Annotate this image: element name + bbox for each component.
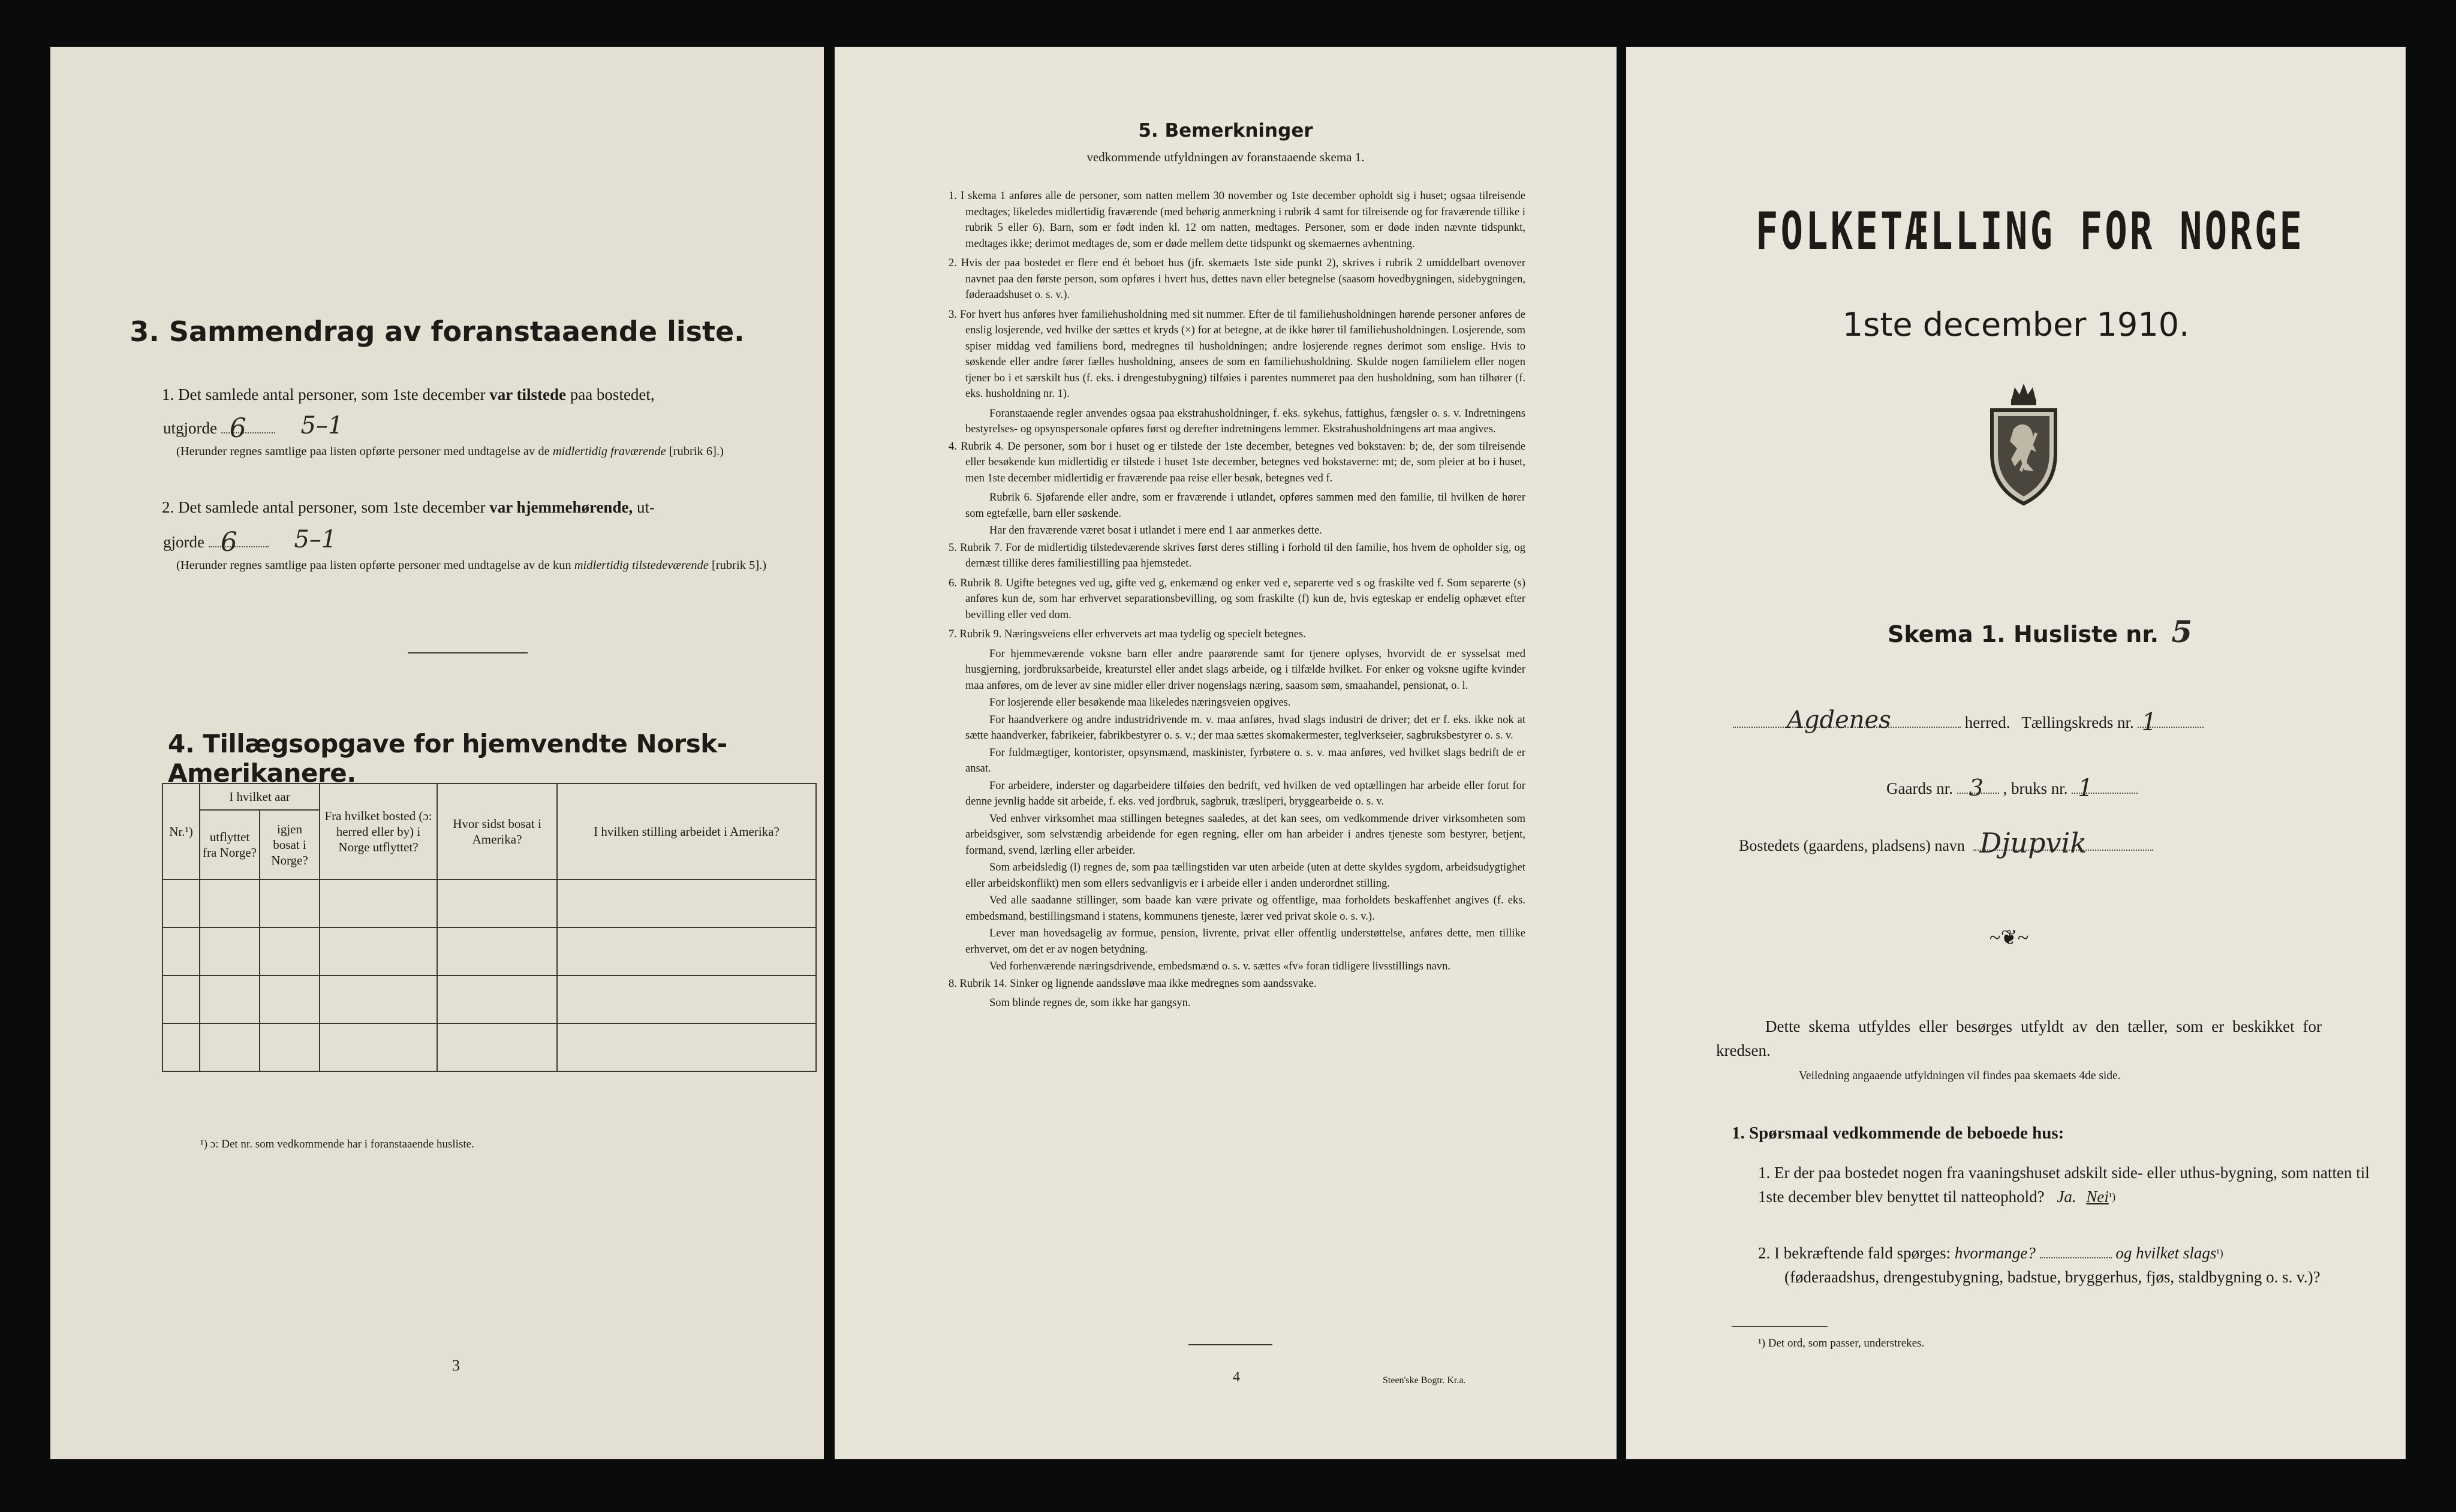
remark-paragraph: 1. I skema 1 anføres alle de personer, som natten mellem 30 november og 1ste december opholdt sig i huset; ogsaa tilreisende medtages; likeledes midlertidig fraværende (med behørig anmerkning i rubrik 4 samt for tilreisende og for fraværende tillike i rubrik 5 eller 6). Barn, som er født inden kl. 12 om natten, medtages. Personer, som er døde inden nævnte tidspunkt, medtages ikke; derimot medtages de, som er døde mellem dette tidspunkt og skemaernes avhentning. xyxy=(949,190,1525,250)
page-3-summary xyxy=(50,47,824,1459)
remark-paragraph: Ved alle saadanne stillinger, som baade kan være private og offentlige, maa forholdets beskaffenhet angives (f. eks. embedsmand, bestillingsmand i statens, kommunens tjeneste, lærer ved privat skole o. s. v.). xyxy=(965,894,1525,923)
bosted-value: Djupvik xyxy=(1979,827,2087,859)
item2-value-field[interactable] xyxy=(209,527,269,558)
page-number-3: 3 xyxy=(452,1357,460,1374)
item1-note-c: [rubrik 6].) xyxy=(669,445,724,458)
q1-nei[interactable]: Nei xyxy=(2086,1188,2109,1206)
col-fra-bosted: Fra hvilket bosted (ɔ: herred eller by) i Norge utflyttet? xyxy=(320,784,437,880)
question-heading-text: 1. Spørsmaal vedkommende de beboede hus: xyxy=(1732,1124,2064,1143)
table-row xyxy=(162,927,816,975)
remark-paragraph: 8. Rubrik 14. Sinker og lignende aandssløve maa ikke medregnes som aandssvake. xyxy=(949,977,1317,990)
husliste-number[interactable]: 5 xyxy=(2171,614,2193,649)
table-row xyxy=(162,975,816,1023)
item1-text-c: paa bostedet, xyxy=(570,385,655,403)
herred-field[interactable] xyxy=(1733,706,1961,734)
remark-paragraph: 4. Rubrik 4. De personer, som bor i huset og er tilstede der 1ste december, betegnes ved bokstaven: b; de, der som tilreisende eller besøkende kun midlertidig er tilstede i huset 1ste december, betegnes ved bokstaverne: mt; de, som pleier at bo i huset, men 1ste december midlertidig er fraværende paa reise eller besøk, betegnes ved f. xyxy=(949,440,1525,484)
item1-note-a: (Herunder regnes samtlige paa listen opførte personer med undtagelse av de xyxy=(176,445,550,458)
page-4-remarks xyxy=(835,47,1617,1459)
remark-paragraph: Ved forhenværende næringsdrivende, embedsmænd o. s. v. sættes «fv» foran tidligere livsstillings navn. xyxy=(989,960,1451,972)
item2-text-b: var hjemmehørende, xyxy=(489,498,633,516)
item1-utgjorde-row xyxy=(163,412,344,444)
remark-paragraph: For arbeidere, inderster og dagarbeidere tilføies den bedrift, ved hvilken de ved optællingen har arbeide eller forut for denne jevnlig hadde sit arbeide, f. eks. ved jordbruk, sagbruk, træsliperi, bryggearbeide o. s. v. xyxy=(965,779,1525,808)
ornament-icon: ~❦~ xyxy=(1990,927,2029,949)
remark-paragraph: 2. Hvis der paa bostedet er flere end ét beboet hus (jfr. skemaets 1ste side punkt 2), skrives i rubrik 2 umiddelbart ovenover navnet paa den første person, som opføres i hvert hus, dettes navn eller betegnelse (saasom hovedbygningen, sidebygningen, føderaadshuset o. s. v.). xyxy=(949,257,1525,301)
remarks-title: 5. Bemerkninger xyxy=(1138,120,1313,141)
remark-paragraph: Har den fraværende været bosat i utlandet i mere end 1 aar anmerkes dette. xyxy=(989,525,1322,537)
col-hvor-sidst: Hvor sidst bosat i Amerika? xyxy=(437,784,557,880)
item2-note-b: midlertidig tilstedeværende xyxy=(574,559,709,572)
item2-note-a: (Herunder regnes samtlige paa listen opførte personer med undtagelse av de kun xyxy=(176,559,571,572)
bottom-rule xyxy=(1188,1344,1272,1345)
remark-paragraph: 5. Rubrik 7. For de midlertidig tilstedeværende skrives først deres stilling i forhold til den familie, hos hvem de opholder sig, og dernæst tillike deres familiestilling paa hjemstedet. xyxy=(949,541,1525,570)
section-divider xyxy=(408,652,528,653)
remark-paragraph: Ved enhver virksomhet maa stillingen betegnes saaledes, at det kan sees, om vedkommende driver virksomheten som arbeidsgiver, som selvstændig arbeidende for egen regning, eller om han arbeider i andres tjeneste som bestyrer, betjent, formand, svend, lærling eller arbeider. xyxy=(965,812,1525,857)
item2-text-a: 2. Det samlede antal personer, som 1ste december xyxy=(162,498,486,516)
col-igjen: igjen bosat i Norge? xyxy=(260,810,320,880)
col-stilling: I hvilken stilling arbeidet i Amerika? xyxy=(557,784,816,880)
q1-ja[interactable]: Ja. xyxy=(2057,1188,2076,1206)
q2-text-a: 2. I bekræftende fald spørges: xyxy=(1758,1244,1951,1262)
herred-value: Agdenes xyxy=(1787,706,1891,734)
remark-paragraph: For hjemmeværende voksne barn eller andre paarørende samt for tjenere oplyses, hvorvidt de er sysselsat med husgjerning, jordbruksarbeide, kreaturstel eller andet slags arbeide, og i tilfælde hvilket. For enker og voksne ugifte kvinder maa anføres, om de lever av sine midler eller driver nogensłags næring, saasom søm, smaahandel, pensionat, o. l. xyxy=(965,647,1525,692)
page-1-title xyxy=(1626,47,2406,1459)
skema-label: Skema 1. Husliste nr. xyxy=(1888,621,2159,647)
remark-paragraph: Foranstaaende regler anvendes ogsaa paa ekstrahusholdninger, f. eks. sykehus, fattighus, fængsler o. s. v. Indretningens bestyrelses- og opsynspersonale opføres først og derefter indretningens lemmer. Ekstrahusholdningens art maa angives. xyxy=(965,407,1525,435)
gaards-field[interactable] xyxy=(1957,775,1999,801)
bruks-label: , bruks nr. xyxy=(2003,779,2068,797)
item2-hand-value-2: 5–1 xyxy=(294,526,337,553)
item2-hand-value: 6 xyxy=(220,527,237,558)
bruks-value: 1 xyxy=(2078,775,2093,802)
item2-text-c: ut- xyxy=(636,498,655,516)
q2-text-c: og hvilket slags xyxy=(2115,1244,2217,1262)
table-row xyxy=(162,1023,816,1071)
summary-item-1 xyxy=(162,382,797,406)
item1-text-b: var tilstede xyxy=(489,385,566,403)
bruks-field[interactable] xyxy=(2072,775,2138,802)
bosted-label: Bostedets (gaardens, pladsens) navn xyxy=(1739,837,1965,854)
remark-paragraph: 6. Rubrik 8. Ugifte betegnes ved ug, gifte ved g, enkemænd og enker ved e, separerte ved s og fraskilte ved f. Som separerte (s) anføres kun de, som har erhvervet separationsbevilling, og som fraskilte (f) kun de, hvis egteskap er endelig ophævet efter bevilling eller ved dom. xyxy=(949,577,1525,621)
question-heading xyxy=(1732,1124,2064,1143)
main-title-wrap xyxy=(1756,201,2406,261)
col-nr: Nr.¹) xyxy=(162,784,200,880)
col-group-year: I hvilket aar xyxy=(200,784,320,810)
remarks-body xyxy=(949,188,1525,1013)
section-4-title: 4. Tillægsopgave for hjemvendte Norsk-Amerikanere. xyxy=(168,729,727,788)
remark-paragraph: Som blinde regnes de, som ikke har gangsyn. xyxy=(989,997,1191,1009)
intro-text: Dette skema utfyldes eller besørges utfyldt av den tæller, som er beskikket for kredsen. xyxy=(1716,1017,2322,1059)
coat-of-arms-icon xyxy=(1985,381,2063,507)
gaards-value: 3 xyxy=(1969,775,1984,801)
census-date: 1ste december 1910. xyxy=(1842,306,2190,344)
item2-note xyxy=(176,556,812,574)
item2-utgjorde-row xyxy=(163,526,337,558)
remark-paragraph: 7. Rubrik 9. Næringsveiens eller erhvervets art maa tydelig og specielt betegnes. xyxy=(949,628,1306,640)
item1-hand-value: 6 xyxy=(229,413,246,444)
section-3-title: 3. Sammendrag av foranstaaende liste. xyxy=(130,315,745,348)
gaards-row xyxy=(1886,775,2138,802)
kreds-label: Tællingskreds nr. xyxy=(2021,713,2134,731)
item2-utgjorde-label: gjorde xyxy=(163,533,204,551)
remark-paragraph: For fuldmægtiger, kontorister, opsynsmænd, maskinister, fyrbøtere o. s. v. maa anføres, ved hvilket slags bedrift de er ansat. xyxy=(965,746,1525,775)
norsk-amerikanere-table xyxy=(162,783,817,1072)
veiledning-text: Veiledning angaaende utfyldningen vil findes paa skemaets 4de side. xyxy=(1799,1070,2121,1082)
kreds-value: 1 xyxy=(2141,709,2157,736)
remark-paragraph: 3. For hvert hus anføres hver familiehusholdning med sit nummer. Efter de til familiehusholdningen hørende personer anføres de enslig losjerende, ved hvilke der sættes et kryds (×) for at betegne, at de ikke hører til familiehusholdningen. Losjerende, som spiser middag ved familiens bord, medregnes til husholdningen; andre losjerende regnes derimot som enslige. Hvis to søskende eller andre fører fælles husholdning, ansees de som en familiehusholdning. Skulde nogen familielem eller nogen tjener bo i et særskilt hus (f. eks. i drengestubygning) tilføies i parentes nummeret paa den husholdning, som han tilhører (f. eks. husholdning nr. 1). xyxy=(949,308,1525,400)
bosted-row xyxy=(1739,827,2153,859)
bosted-field[interactable] xyxy=(1973,827,2153,859)
gaards-label: Gaards nr. xyxy=(1886,779,1953,797)
herred-row xyxy=(1733,706,2380,736)
q2-count-field[interactable] xyxy=(2040,1257,2112,1258)
item1-note xyxy=(176,442,812,460)
herred-label: herred. xyxy=(1964,713,2010,731)
page-number-4: 4 xyxy=(1233,1369,1240,1385)
main-title: FOLKETÆLLING FOR NORGE xyxy=(1756,201,2305,261)
footnote-rule xyxy=(1732,1326,1828,1327)
table-footnote: ¹) ɔ: Det nr. som vedkommende har i foranstaaende husliste. xyxy=(200,1138,474,1150)
item1-text-a: 1. Det samlede antal personer, som 1ste december xyxy=(162,385,486,403)
table-row xyxy=(162,880,816,927)
printer-mark: Steen'ske Bogtr. Kr.a. xyxy=(1383,1375,1466,1386)
q1-sup: ¹) xyxy=(2108,1191,2116,1203)
skema-label-row xyxy=(1888,614,2192,649)
remark-paragraph: Som arbeidsledig (l) regnes de, som paa tællingstiden var uten arbeide (uten at dette skyldes sygdom, arbeidsudygtighet eller arbeidskonflikt) men som ellers sedvanligvis er i arbeide eller i anden underordnet stilling. xyxy=(965,862,1525,890)
remarks-subtitle: vedkommende utfyldningen av foranstaaende skema 1. xyxy=(1086,150,1365,164)
remark-paragraph: Lever man hovedsagelig av formue, pension, livrente, privat eller offentlig understøttelse, anføres dette, men tillike erhvervet, om det er av nogen betydning. xyxy=(965,927,1525,956)
summary-item-2 xyxy=(162,495,797,519)
col-utflyttet: utflyttet fra Norge? xyxy=(200,810,260,880)
item1-value-field[interactable] xyxy=(221,413,275,444)
remark-paragraph: Rubrik 6. Sjøfarende eller andre, som er fraværende i utlandet, opføres sammen med den familie, til hvilken de hører som egtefælle, barn eller søskende. xyxy=(965,492,1525,520)
page3-footnote: ¹) Det ord, som passer, understrekes. xyxy=(1758,1337,1925,1350)
q2-text-d: (føderaadshus, drengestubygning, badstue, bryggerhus, fjøs, staldbygning o. s. v.)? xyxy=(1784,1268,2320,1286)
kreds-field[interactable] xyxy=(2138,709,2204,736)
item1-hand-value-2: 5–1 xyxy=(300,412,344,439)
item2-note-c: [rubrik 5].) xyxy=(712,559,767,572)
q2-text-b: hvormange? xyxy=(1954,1244,2036,1262)
remark-paragraph: For losjerende eller besøkende maa likeledes næringsveien opgives. xyxy=(989,697,1291,709)
item1-utgjorde-label: utgjorde xyxy=(163,419,217,437)
item1-note-b: midlertidig fraværende xyxy=(552,445,666,458)
q1-text: 1. Er der paa bostedet nogen fra vaaningshuset adskilt side- eller uthus-bygning, som natten til 1ste december blev benyttet til natteophold? xyxy=(1758,1164,2370,1206)
question-2: 2. I bekræftende fald spørges: hvormange? og hvilket slags$^{^1)}$ (føderaadshus, drengestubygning, badstue, bryggerhus, fjøs, staldbygning o. s. v.)? xyxy=(1758,1241,2376,1289)
question-1 xyxy=(1758,1161,2376,1209)
remark-paragraph: For haandverkere og andre industridrivende m. v. maa anføres, hvad slags industri de driver; det er f. eks. ikke nok at sætte haandverker, fabrikeier, fabrikbestyrer o. s. v.; der maa sættes skomakermester, teglverkseier, sagbruksbestyrer o. s. v. xyxy=(965,713,1525,742)
